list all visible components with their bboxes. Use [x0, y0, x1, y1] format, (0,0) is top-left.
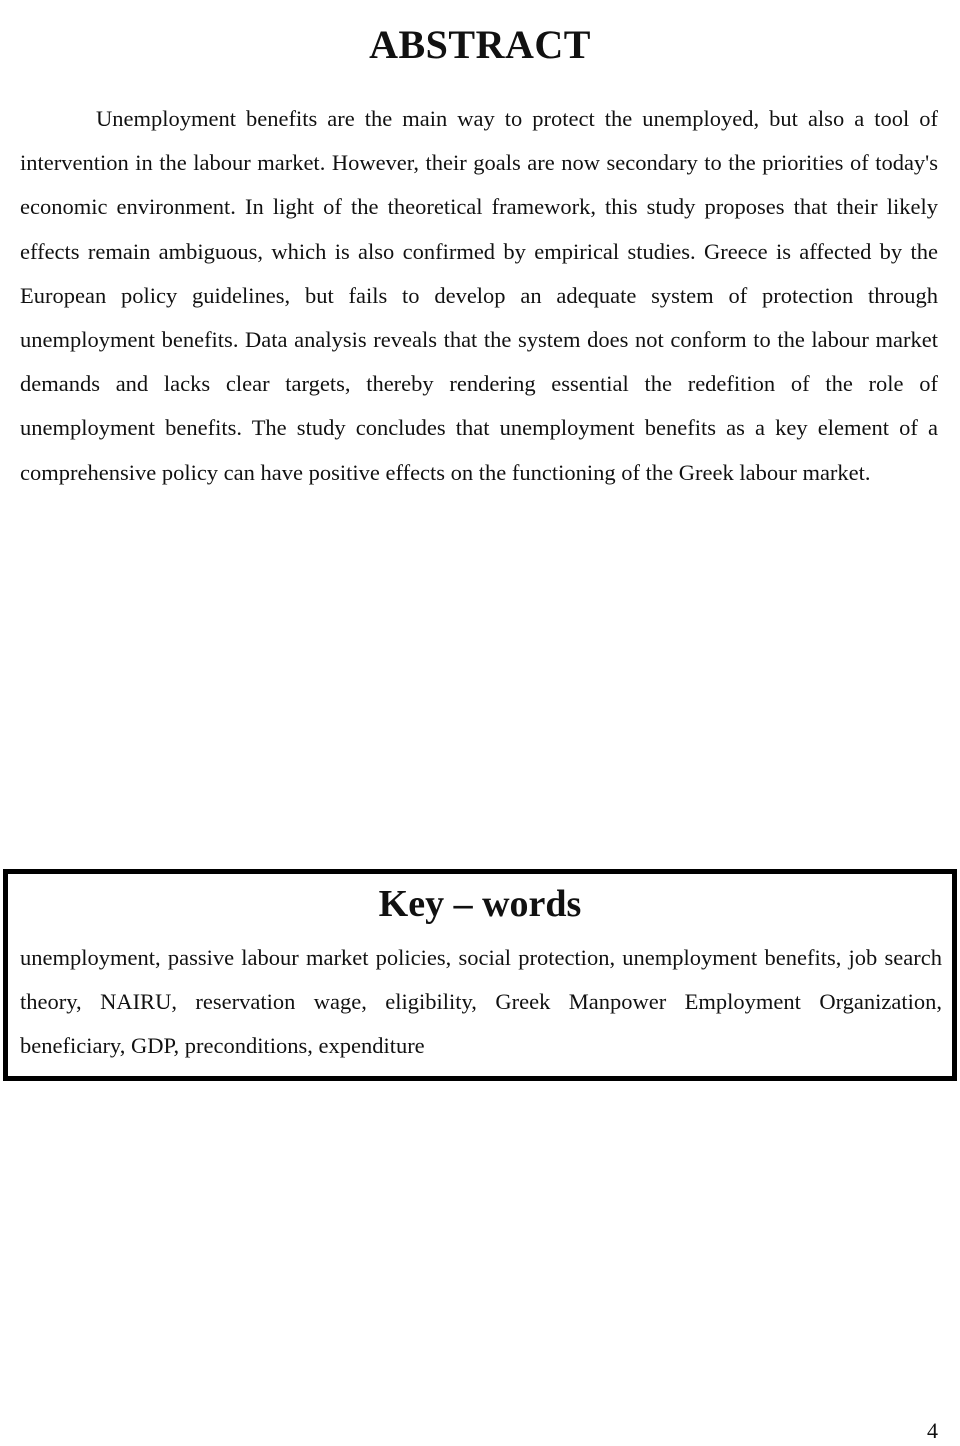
keywords-box — [3, 869, 957, 1081]
abstract-paragraph: Unemployment benefits are the main way to protect the unemployed, but also a tool of intervention in the labour market. However, their goals are now secondary to the priorities of today's economic environment. In light of the theoretical framework, this study proposes that their likely effects remain ambiguous, which is also confirmed by empirical studies. Greece is affected by the European policy guidelines, but fails to develop an adequate system of protection through unemployment benefits. Data analysis reveals that the system does not conform to the labour market demands and lacks clear targets, thereby rendering essential the redefition of the role of unemployment benefits. The study concludes that unemployment benefits as a key element of a comprehensive policy can have positive effects on the functioning of the Greek labour market. — [20, 106, 938, 485]
keywords-list: unemployment, passive labour market policies, social protection, unemployment benefits, job search theory, NAIRU, reservation wage, eligibility, Greek Manpower Employment Organization, beneficiary, GDP, preconditions, expenditure — [20, 945, 942, 1059]
keywords-heading: Key – words — [378, 883, 582, 925]
page-title: ABSTRACT — [369, 21, 591, 67]
page-number: 4 — [927, 1418, 938, 1443]
